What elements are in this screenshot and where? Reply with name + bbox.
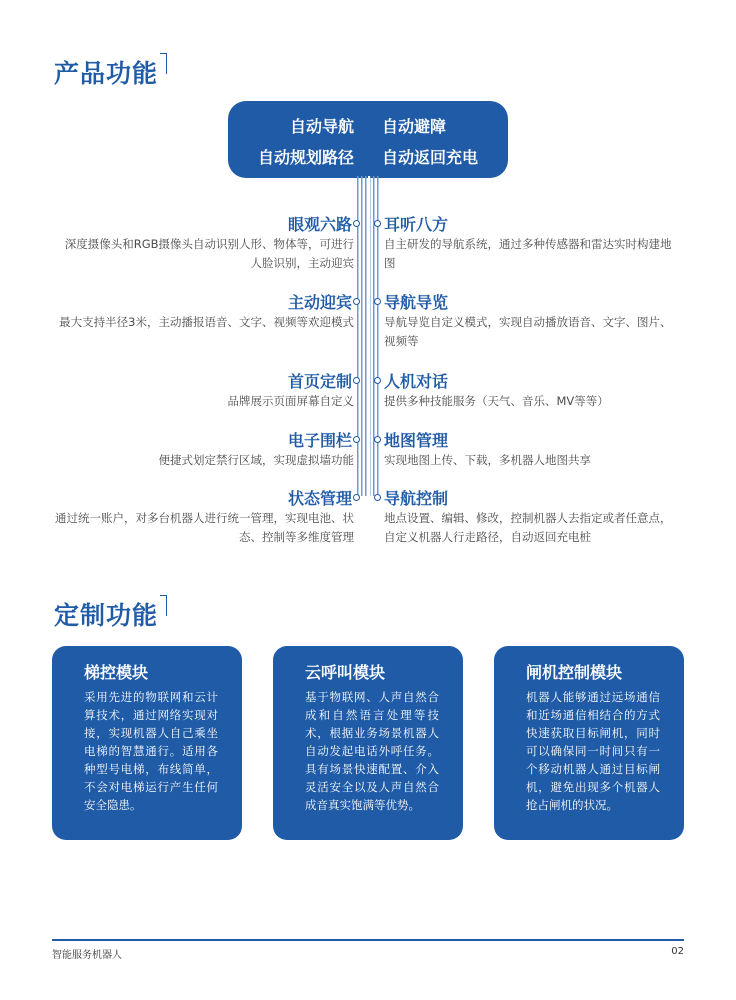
feature-title: 导航导览 <box>384 293 449 312</box>
feature-title: 眼观六路 <box>287 215 352 234</box>
connector-gap <box>368 176 370 496</box>
feature-desc: 自主研发的导航系统，通过多种传感器和雷达实时构建地图 <box>384 237 672 270</box>
core-item: 自动返回充电 <box>382 148 479 167</box>
connector-dot-icon <box>374 377 381 384</box>
connector-dot-icon <box>374 298 381 305</box>
feature-desc: 导航导览自定义模式，实现自动播放语音、文字、图片、视频等 <box>384 315 672 348</box>
card-body: 基于物联网、人声自然合成和自然语言处理等技术，根据业务场景机器人自动发起电话外呼任务。具有场景快速配置、介入灵活安全以及人声自然合成音真实饱满等优势。 <box>305 690 439 812</box>
core-item: 自动导航 <box>289 117 354 136</box>
feature-desc: 品牌展示页面屏幕自定义 <box>227 394 354 408</box>
feature-title: 导航控制 <box>384 489 449 508</box>
connector-dot-icon <box>374 220 381 227</box>
core-functions-box <box>228 101 508 178</box>
module-card-cloud-call <box>273 646 463 840</box>
card-title: 云呼叫模块 <box>305 663 386 682</box>
feature-title: 首页定制 <box>287 372 352 391</box>
footer-title: 智能服务机器人 <box>52 950 122 961</box>
feature-desc: 提供多种技能服务（天气、音乐、MV等等） <box>384 394 609 408</box>
connector-dot-icon <box>374 494 381 501</box>
feature-desc: 最大支持半径3米，主动播报语音、文字、视频等欢迎模式 <box>59 315 354 329</box>
page-number: 02 <box>671 946 684 957</box>
feature-title: 状态管理 <box>287 489 352 508</box>
connector-dot-icon <box>353 436 360 443</box>
custom-features-heading: 定制功能 <box>54 596 158 632</box>
feature-title: 电子围栏 <box>287 431 352 450</box>
module-card-gate-control <box>494 646 684 840</box>
connector-dot-icon <box>353 377 360 384</box>
feature-title: 耳听八方 <box>384 215 449 234</box>
card-title: 闸机控制模块 <box>526 663 623 682</box>
feature-desc: 便捷式划定禁行区域，实现虚拟墙功能 <box>158 453 354 467</box>
card-title: 梯控模块 <box>84 663 149 682</box>
product-features-heading: 产品功能 <box>54 54 158 90</box>
feature-desc: 深度摄像头和RGB摄像头自动识别人形、物体等，可进行人脸识别，主动迎宾 <box>64 237 354 270</box>
connector-dot-icon <box>353 298 360 305</box>
core-item: 自动规划路径 <box>257 148 354 167</box>
connector-dot-icon <box>353 494 360 501</box>
feature-desc: 实现地图上传、下载，多机器人地图共享 <box>384 453 591 467</box>
card-body: 采用先进的物联网和云计算技术，通过网络实现对接，实现机器人自己乘坐电梯的智慧通行。适用各种型号电梯，布线简单，不会对电梯运行产生任何安全隐患。 <box>84 690 218 812</box>
feature-title: 地图管理 <box>384 431 449 450</box>
connector-dot-icon <box>374 436 381 443</box>
card-body: 机器人能够通过远场通信和近场通信相结合的方式快速获取目标闸机，同时可以确保同一时间只有一个移动机器人通过目标闸机，避免出现多个机器人抢占闸机的状况。 <box>526 690 660 812</box>
feature-title: 人机对话 <box>384 372 449 391</box>
core-item: 自动避障 <box>382 117 447 136</box>
module-card-elevator <box>52 646 242 840</box>
feature-desc: 地点设置、编辑、修改，控制机器人去指定或者任意点，自定义机器人行走路径，自动返回充电桩 <box>384 511 672 544</box>
feature-desc: 通过统一账户，对多台机器人进行统一管理，实现电池、状态、控制等多维度管理 <box>55 511 354 544</box>
connector-dot-icon <box>353 220 360 227</box>
feature-title: 主动迎宾 <box>287 293 352 312</box>
footer-divider <box>52 939 684 941</box>
